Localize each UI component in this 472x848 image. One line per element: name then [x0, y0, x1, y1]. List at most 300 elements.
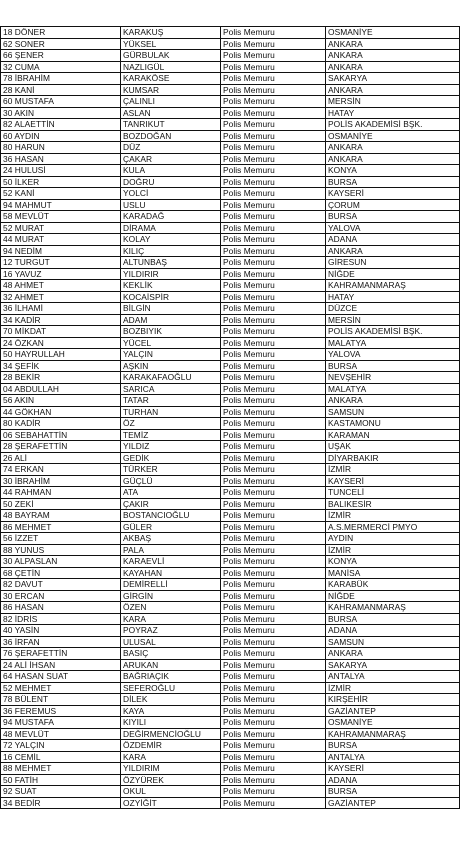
personnel-list-page: [0, 26, 472, 809]
table-row: [1, 429, 460, 441]
title-cell: Polis Memuru: [221, 694, 326, 706]
surname-cell: YILDIRIM: [121, 763, 221, 775]
title-cell: Polis Memuru: [221, 234, 326, 246]
location-cell: İZMİR: [326, 682, 460, 694]
table-row: [1, 395, 460, 407]
surname-cell: KIYILI: [121, 717, 221, 729]
location-cell: ADANA: [326, 234, 460, 246]
table-row: [1, 165, 460, 177]
location-cell: AYDIN: [326, 533, 460, 545]
title-cell: Polis Memuru: [221, 130, 326, 142]
location-cell: ANKARA: [326, 61, 460, 73]
location-cell: SAMSUN: [326, 406, 460, 418]
location-cell: OSMANİYE: [326, 27, 460, 39]
table-row: [1, 96, 460, 108]
location-cell: İZMİR: [326, 464, 460, 476]
location-cell: KAYSERİ: [326, 475, 460, 487]
location-cell: ADANA: [326, 625, 460, 637]
name-cell: 44 RAHMAN: [1, 487, 121, 499]
table-row: [1, 188, 460, 200]
table-row: [1, 268, 460, 280]
surname-cell: KARADAĞ: [121, 211, 221, 223]
table-row: [1, 452, 460, 464]
title-cell: Polis Memuru: [221, 383, 326, 395]
name-cell: 24 ALİ İHSAN: [1, 659, 121, 671]
table-row: [1, 314, 460, 326]
location-cell: SAKARYA: [326, 73, 460, 85]
title-cell: Polis Memuru: [221, 498, 326, 510]
surname-cell: ALTUNBAŞ: [121, 257, 221, 269]
location-cell: UŞAK: [326, 441, 460, 453]
table-row: [1, 510, 460, 522]
table-row: [1, 418, 460, 430]
table-row: [1, 107, 460, 119]
location-cell: ANKARA: [326, 38, 460, 50]
table-row: [1, 383, 460, 395]
location-cell: BURSA: [326, 176, 460, 188]
surname-cell: AKBAŞ: [121, 533, 221, 545]
table-row: [1, 245, 460, 257]
location-cell: OSMANİYE: [326, 717, 460, 729]
name-cell: 88 YUNUS: [1, 544, 121, 556]
name-cell: 82 İDRİS: [1, 613, 121, 625]
table-row: [1, 567, 460, 579]
title-cell: Polis Memuru: [221, 199, 326, 211]
location-cell: GAZİANTEP: [326, 797, 460, 809]
location-cell: ANKARA: [326, 395, 460, 407]
table-row: [1, 176, 460, 188]
name-cell: 30 ALPASLAN: [1, 556, 121, 568]
location-cell: KAHRAMANMARAŞ: [326, 280, 460, 292]
table-row: [1, 84, 460, 96]
name-cell: 06 SEBAHATTİN: [1, 429, 121, 441]
location-cell: BALIKESİR: [326, 498, 460, 510]
title-cell: Polis Memuru: [221, 153, 326, 165]
table-row: [1, 671, 460, 683]
name-cell: 36 HASAN: [1, 153, 121, 165]
surname-cell: SARICA: [121, 383, 221, 395]
surname-cell: DİRAMA: [121, 222, 221, 234]
name-cell: 82 ALAETTİN: [1, 119, 121, 131]
location-cell: İZMİR: [326, 510, 460, 522]
table-row: [1, 682, 460, 694]
name-cell: 16 CEMİL: [1, 751, 121, 763]
title-cell: Polis Memuru: [221, 740, 326, 752]
table-row: [1, 119, 460, 131]
location-cell: ANTALYA: [326, 751, 460, 763]
name-cell: 12 TURGUT: [1, 257, 121, 269]
title-cell: Polis Memuru: [221, 602, 326, 614]
location-cell: KONYA: [326, 165, 460, 177]
surname-cell: YOLCİ: [121, 188, 221, 200]
surname-cell: KARA: [121, 751, 221, 763]
table-row: [1, 751, 460, 763]
location-cell: KARAMAN: [326, 429, 460, 441]
surname-cell: USLU: [121, 199, 221, 211]
name-cell: 24 HULUSİ: [1, 165, 121, 177]
title-cell: Polis Memuru: [221, 61, 326, 73]
location-cell: HATAY: [326, 291, 460, 303]
surname-cell: POYRAZ: [121, 625, 221, 637]
name-cell: 34 KADİR: [1, 314, 121, 326]
title-cell: Polis Memuru: [221, 107, 326, 119]
title-cell: Polis Memuru: [221, 268, 326, 280]
name-cell: 36 FEREMUS: [1, 705, 121, 717]
name-cell: 94 MUSTAFA: [1, 717, 121, 729]
title-cell: Polis Memuru: [221, 556, 326, 568]
table-row: [1, 774, 460, 786]
table-row: [1, 38, 460, 50]
surname-cell: BOZBIYIK: [121, 326, 221, 338]
location-cell: BURSA: [326, 786, 460, 798]
location-cell: DİYARBAKIR: [326, 452, 460, 464]
name-cell: 56 AKIN: [1, 395, 121, 407]
table-row: [1, 326, 460, 338]
title-cell: Polis Memuru: [221, 222, 326, 234]
location-cell: MERSİN: [326, 314, 460, 326]
surname-cell: KOCAİSPİR: [121, 291, 221, 303]
title-cell: Polis Memuru: [221, 291, 326, 303]
surname-cell: DEMİRELLİ: [121, 579, 221, 591]
location-cell: ANKARA: [326, 84, 460, 96]
name-cell: 74 ERKAN: [1, 464, 121, 476]
location-cell: YALOVA: [326, 349, 460, 361]
surname-cell: DİLEK: [121, 694, 221, 706]
surname-cell: BOZDOĞAN: [121, 130, 221, 142]
name-cell: 28 ŞERAFETTİN: [1, 441, 121, 453]
location-cell: KAHRAMANMARAŞ: [326, 728, 460, 740]
surname-cell: GÜLER: [121, 521, 221, 533]
location-cell: MANİSA: [326, 567, 460, 579]
table-row: [1, 234, 460, 246]
name-cell: 24 ÖZKAN: [1, 337, 121, 349]
name-cell: 80 KADİR: [1, 418, 121, 430]
surname-cell: YÜCEL: [121, 337, 221, 349]
location-cell: YALOVA: [326, 222, 460, 234]
personnel-table-body: [1, 27, 460, 809]
title-cell: Polis Memuru: [221, 452, 326, 464]
title-cell: Polis Memuru: [221, 50, 326, 62]
name-cell: 50 FATİH: [1, 774, 121, 786]
name-cell: 60 MUSTAFA: [1, 96, 121, 108]
location-cell: KARABÜK: [326, 579, 460, 591]
name-cell: 62 SONER: [1, 38, 121, 50]
surname-cell: DEĞİRMENCİOĞLU: [121, 728, 221, 740]
name-cell: 36 İRFAN: [1, 636, 121, 648]
location-cell: GAZİANTEP: [326, 705, 460, 717]
location-cell: KASTAMONU: [326, 418, 460, 430]
location-cell: POLİS AKADEMİSİ BŞK.: [326, 119, 460, 131]
title-cell: Polis Memuru: [221, 464, 326, 476]
location-cell: HATAY: [326, 107, 460, 119]
table-row: [1, 464, 460, 476]
title-cell: Polis Memuru: [221, 84, 326, 96]
name-cell: 30 ERCAN: [1, 590, 121, 602]
surname-cell: TEMİZ: [121, 429, 221, 441]
title-cell: Polis Memuru: [221, 763, 326, 775]
table-row: [1, 694, 460, 706]
title-cell: Polis Memuru: [221, 613, 326, 625]
table-row: [1, 291, 460, 303]
name-cell: 86 HASAN: [1, 602, 121, 614]
name-cell: 28 KANİ: [1, 84, 121, 96]
location-cell: ANTALYA: [326, 671, 460, 683]
table-row: [1, 360, 460, 372]
title-cell: Polis Memuru: [221, 441, 326, 453]
name-cell: 44 MURAT: [1, 234, 121, 246]
name-cell: 30 İBRAHİM: [1, 475, 121, 487]
surname-cell: YILDIRIR: [121, 268, 221, 280]
location-cell: BURSA: [326, 613, 460, 625]
surname-cell: ÖZYÜREK: [121, 774, 221, 786]
title-cell: Polis Memuru: [221, 314, 326, 326]
table-row: [1, 625, 460, 637]
title-cell: Polis Memuru: [221, 567, 326, 579]
title-cell: Polis Memuru: [221, 510, 326, 522]
surname-cell: KARAEVLİ: [121, 556, 221, 568]
title-cell: Polis Memuru: [221, 360, 326, 372]
location-cell: NEVŞEHİR: [326, 372, 460, 384]
name-cell: 68 ÇETİN: [1, 567, 121, 579]
location-cell: ÇORUM: [326, 199, 460, 211]
location-cell: MALATYA: [326, 383, 460, 395]
location-cell: KONYA: [326, 556, 460, 568]
surname-cell: TÜRKER: [121, 464, 221, 476]
title-cell: Polis Memuru: [221, 786, 326, 798]
surname-cell: BAĞRIAÇIK: [121, 671, 221, 683]
title-cell: Polis Memuru: [221, 521, 326, 533]
title-cell: Polis Memuru: [221, 303, 326, 315]
name-cell: 50 İLKER: [1, 176, 121, 188]
name-cell: 70 MİKDAT: [1, 326, 121, 338]
location-cell: MALATYA: [326, 337, 460, 349]
title-cell: Polis Memuru: [221, 774, 326, 786]
table-row: [1, 475, 460, 487]
surname-cell: YILDIZ: [121, 441, 221, 453]
surname-cell: ÖZEN: [121, 602, 221, 614]
location-cell: NİĞDE: [326, 590, 460, 602]
title-cell: Polis Memuru: [221, 349, 326, 361]
surname-cell: ULUSAL: [121, 636, 221, 648]
surname-cell: KAYA: [121, 705, 221, 717]
name-cell: 34 ŞEFİK: [1, 360, 121, 372]
location-cell: ANKARA: [326, 142, 460, 154]
location-cell: POLİS AKADEMİSİ BŞK.: [326, 326, 460, 338]
table-row: [1, 521, 460, 533]
title-cell: Polis Memuru: [221, 176, 326, 188]
surname-cell: OKUL: [121, 786, 221, 798]
title-cell: Polis Memuru: [221, 705, 326, 717]
surname-cell: YALÇIN: [121, 349, 221, 361]
surname-cell: PALA: [121, 544, 221, 556]
location-cell: A.S.MERMERCİ PMYO: [326, 521, 460, 533]
location-cell: BURSA: [326, 211, 460, 223]
table-row: [1, 579, 460, 591]
name-cell: 28 BEKİR: [1, 372, 121, 384]
location-cell: KAYSERİ: [326, 188, 460, 200]
table-row: [1, 533, 460, 545]
name-cell: 34 BEDİR: [1, 797, 121, 809]
title-cell: Polis Memuru: [221, 728, 326, 740]
location-cell: BURSA: [326, 740, 460, 752]
title-cell: Polis Memuru: [221, 797, 326, 809]
table-row: [1, 153, 460, 165]
title-cell: Polis Memuru: [221, 188, 326, 200]
name-cell: 48 AHMET: [1, 280, 121, 292]
title-cell: Polis Memuru: [221, 38, 326, 50]
table-row: [1, 349, 460, 361]
table-row: [1, 27, 460, 39]
title-cell: Polis Memuru: [221, 245, 326, 257]
surname-cell: KUMSAR: [121, 84, 221, 96]
title-cell: Polis Memuru: [221, 257, 326, 269]
location-cell: ANKARA: [326, 648, 460, 660]
title-cell: Polis Memuru: [221, 211, 326, 223]
title-cell: Polis Memuru: [221, 73, 326, 85]
title-cell: Polis Memuru: [221, 487, 326, 499]
table-row: [1, 280, 460, 292]
table-row: [1, 50, 460, 62]
surname-cell: BASIÇ: [121, 648, 221, 660]
table-row: [1, 337, 460, 349]
table-row: [1, 257, 460, 269]
title-cell: Polis Memuru: [221, 27, 326, 39]
name-cell: 82 DAVUT: [1, 579, 121, 591]
title-cell: Polis Memuru: [221, 671, 326, 683]
surname-cell: ÇAKAR: [121, 153, 221, 165]
table-row: [1, 441, 460, 453]
location-cell: SAMSUN: [326, 636, 460, 648]
location-cell: GİRESUN: [326, 257, 460, 269]
location-cell: TUNCELİ: [326, 487, 460, 499]
name-cell: 32 AHMET: [1, 291, 121, 303]
location-cell: İZMİR: [326, 544, 460, 556]
table-row: [1, 487, 460, 499]
location-cell: DÜZCE: [326, 303, 460, 315]
personnel-table: [0, 26, 460, 809]
surname-cell: BOSTANCIOĞLU: [121, 510, 221, 522]
surname-cell: ASLAN: [121, 107, 221, 119]
title-cell: Polis Memuru: [221, 280, 326, 292]
table-row: [1, 613, 460, 625]
surname-cell: KULA: [121, 165, 221, 177]
table-row: [1, 602, 460, 614]
name-cell: 88 MEHMET: [1, 763, 121, 775]
name-cell: 30 AKIN: [1, 107, 121, 119]
location-cell: NİĞDE: [326, 268, 460, 280]
title-cell: Polis Memuru: [221, 406, 326, 418]
title-cell: Polis Memuru: [221, 96, 326, 108]
surname-cell: KARAKAFAOĞLU: [121, 372, 221, 384]
table-row: [1, 717, 460, 729]
location-cell: ADANA: [326, 774, 460, 786]
name-cell: 80 HARUN: [1, 142, 121, 154]
table-row: [1, 73, 460, 85]
surname-cell: KAYAHAN: [121, 567, 221, 579]
table-row: [1, 797, 460, 809]
name-cell: 36 İLHAMİ: [1, 303, 121, 315]
table-row: [1, 556, 460, 568]
table-row: [1, 61, 460, 73]
title-cell: Polis Memuru: [221, 579, 326, 591]
name-cell: 76 ŞERAFETTİN: [1, 648, 121, 660]
title-cell: Polis Memuru: [221, 119, 326, 131]
surname-cell: KARAKÖSE: [121, 73, 221, 85]
title-cell: Polis Memuru: [221, 337, 326, 349]
name-cell: 94 NEDİM: [1, 245, 121, 257]
name-cell: 16 YAVUZ: [1, 268, 121, 280]
table-row: [1, 659, 460, 671]
location-cell: ANKARA: [326, 50, 460, 62]
surname-cell: KEKLİK: [121, 280, 221, 292]
table-row: [1, 372, 460, 384]
table-row: [1, 786, 460, 798]
table-row: [1, 222, 460, 234]
table-row: [1, 544, 460, 556]
surname-cell: YÜKSEL: [121, 38, 221, 50]
name-cell: 48 MEVLÜT: [1, 728, 121, 740]
table-row: [1, 498, 460, 510]
title-cell: Polis Memuru: [221, 590, 326, 602]
table-row: [1, 303, 460, 315]
surname-cell: OZYİĞİT: [121, 797, 221, 809]
name-cell: 78 BÜLENT: [1, 694, 121, 706]
location-cell: KIRŞEHİR: [326, 694, 460, 706]
name-cell: 32 CUMA: [1, 61, 121, 73]
title-cell: Polis Memuru: [221, 395, 326, 407]
table-row: [1, 211, 460, 223]
location-cell: MERSİN: [326, 96, 460, 108]
name-cell: 04 ABDULLAH: [1, 383, 121, 395]
location-cell: KAHRAMANMARAŞ: [326, 602, 460, 614]
surname-cell: KOLAY: [121, 234, 221, 246]
surname-cell: ÖZ: [121, 418, 221, 430]
name-cell: 18 DÖNER: [1, 27, 121, 39]
surname-cell: ÇALINLI: [121, 96, 221, 108]
name-cell: 92 SUAT: [1, 786, 121, 798]
location-cell: SAKARYA: [326, 659, 460, 671]
title-cell: Polis Memuru: [221, 717, 326, 729]
table-row: [1, 142, 460, 154]
surname-cell: ARUKAN: [121, 659, 221, 671]
surname-cell: KARA: [121, 613, 221, 625]
location-cell: ANKARA: [326, 245, 460, 257]
name-cell: 58 MEVLÜT: [1, 211, 121, 223]
surname-cell: ADAM: [121, 314, 221, 326]
name-cell: 66 ŞENER: [1, 50, 121, 62]
name-cell: 50 HAYRULLAH: [1, 349, 121, 361]
table-row: [1, 705, 460, 717]
title-cell: Polis Memuru: [221, 625, 326, 637]
surname-cell: GÜÇLÜ: [121, 475, 221, 487]
surname-cell: DÜZ: [121, 142, 221, 154]
location-cell: ANKARA: [326, 153, 460, 165]
table-row: [1, 199, 460, 211]
surname-cell: TANRIKUT: [121, 119, 221, 131]
title-cell: Polis Memuru: [221, 751, 326, 763]
location-cell: OSMANİYE: [326, 130, 460, 142]
surname-cell: TURHAN: [121, 406, 221, 418]
surname-cell: DOĞRU: [121, 176, 221, 188]
name-cell: 56 İZZET: [1, 533, 121, 545]
name-cell: 40 YASİN: [1, 625, 121, 637]
name-cell: 52 MEHMET: [1, 682, 121, 694]
title-cell: Polis Memuru: [221, 418, 326, 430]
title-cell: Polis Memuru: [221, 372, 326, 384]
surname-cell: SEFEROĞLU: [121, 682, 221, 694]
surname-cell: KILIÇ: [121, 245, 221, 257]
surname-cell: TATAR: [121, 395, 221, 407]
